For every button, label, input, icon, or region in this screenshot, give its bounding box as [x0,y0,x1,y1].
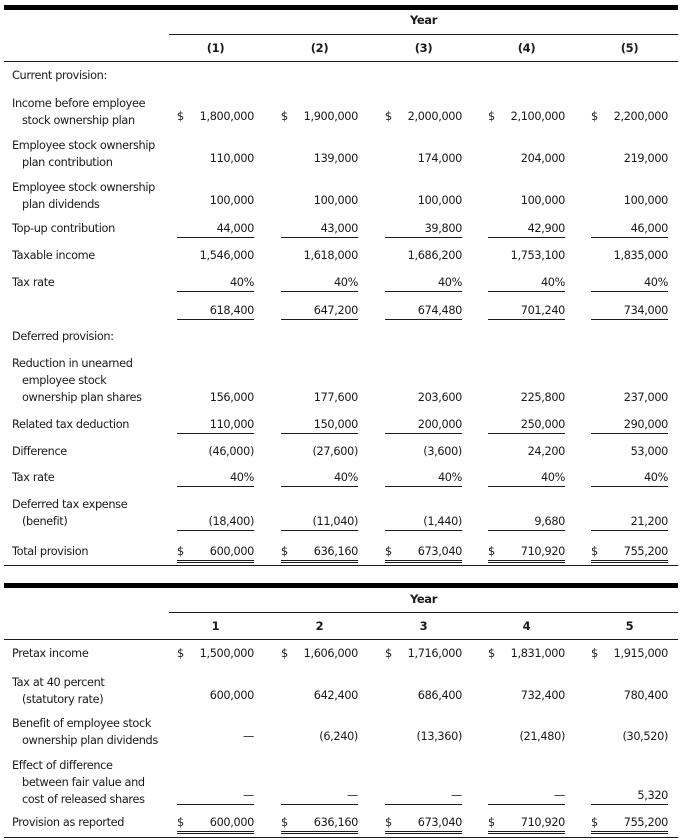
cell-value: (1,440) [423,515,462,528]
currency-symbol: $ [591,816,598,829]
cell-value: 647,200 [313,304,358,317]
value-cell-year-1 [177,302,254,320]
currency-symbol: $ [591,110,598,123]
cell-value: 1,831,000 [510,647,565,660]
year-underline [169,612,678,613]
cell-value: 755,200 [623,816,668,829]
cell-value: 100,000 [313,194,358,207]
currency-symbol: $ [488,110,495,123]
row-label-line: (statutory rate) [22,693,104,706]
cell-value: 21,200 [630,515,668,528]
row-label-line: (benefit) [22,515,68,528]
value-cell-year-3 [385,108,462,125]
cell-value: 110,000 [209,418,254,431]
value-cell-year-4 [488,108,565,125]
cell-value: 203,600 [417,391,462,404]
cell-value: 1,606,000 [303,647,358,660]
value-cell-year-4 [488,787,565,805]
value-cell-year-4 [488,274,565,292]
cell-value: 642,400 [313,689,358,702]
cell-value: 734,000 [623,304,668,317]
row-label-line: Difference [12,445,67,458]
row-label-tax-rate [12,274,54,291]
cell-value: 9,680 [534,515,565,528]
value-cell-year-5 [591,389,668,406]
year-header: Year [409,592,438,606]
cell-value: 1,686,200 [407,249,462,262]
cell-value: 100,000 [209,194,254,207]
currency-symbol: $ [177,110,184,123]
cell-value: 24,200 [527,445,565,458]
value-cell-year-4 [488,513,565,531]
row-label-line: Tax rate [12,276,55,289]
value-cell-year-5 [591,787,668,805]
cell-value: (21,480) [519,730,565,743]
cell-value: 40% [333,276,358,289]
currency-symbol: $ [591,647,598,660]
cell-value: 174,000 [417,152,462,165]
cell-value: 290,000 [623,418,668,431]
value-cell-year-5 [591,645,668,662]
row-label-line: employee stock [22,374,107,387]
header-bottom-rule [4,639,678,640]
row-label-related-tax-deduction [12,416,129,433]
value-cell-year-5 [591,513,668,531]
table-top-rule [4,5,678,10]
column-header-year-5: (5) [620,41,639,55]
cell-value: 43,000 [320,222,358,235]
row-label-benefit-of-employee-stock-ownership-plan-dividends [12,715,158,749]
value-cell-year-5 [591,687,668,704]
value-cell-year-4 [488,389,565,406]
cell-value: 780,400 [623,689,668,702]
cell-value: 40% [643,471,668,484]
value-cell-year-5 [591,416,668,434]
value-cell-year-5 [591,728,668,745]
cell-value: 1,900,000 [303,110,358,123]
value-cell-year-2 [281,469,358,487]
row-label-tax-rate [12,469,54,486]
currency-symbol: $ [385,110,392,123]
value-cell-year-3 [385,443,462,460]
cell-value: 40% [540,471,565,484]
cell-value: 636,160 [313,545,358,558]
row-label-top-up-contribution [12,220,115,237]
cell-value: 1,835,000 [613,249,668,262]
row-label-provision-as-reported [12,814,124,831]
value-cell-year-4 [488,247,565,264]
cell-value: 42,900 [527,222,565,235]
row-label-line: cost of released shares [22,793,145,806]
cell-value: — [243,789,254,802]
column-header-year-2: (2) [310,41,329,55]
year-underline [169,34,678,35]
cell-value: 40% [540,276,565,289]
cell-value: 1,753,100 [510,249,565,262]
cell-value: 100,000 [520,194,565,207]
value-cell-year-3 [385,787,462,805]
cell-value: 2,100,000 [510,110,565,123]
cell-value: 100,000 [623,194,668,207]
section-label-current-provision: Current provision: [12,69,107,82]
cell-value: (3,600) [423,445,462,458]
cell-value: 710,920 [520,816,565,829]
value-cell-year-2 [281,814,358,834]
row-label-pretax-income [12,645,88,662]
row-label-line: Deferred tax expense [12,498,128,511]
cell-value: 5,320 [637,789,668,802]
cell-value: 200,000 [417,418,462,431]
cell-value: 732,400 [520,689,565,702]
value-cell-year-1 [177,728,254,745]
cell-value: 156,000 [209,391,254,404]
cell-value: (11,040) [312,515,358,528]
cell-value: 636,160 [313,816,358,829]
value-cell-year-5 [591,220,668,238]
value-cell-year-2 [281,443,358,460]
cell-value: 1,618,000 [303,249,358,262]
column-header-year-1: 1 [211,619,220,633]
esop-tax-provision-table [4,0,678,570]
cell-value: 755,200 [623,545,668,558]
value-cell-year-3 [385,814,462,834]
value-cell-year-1 [177,687,254,704]
value-cell-year-4 [488,469,565,487]
value-cell-year-3 [385,469,462,487]
value-cell-year-5 [591,192,668,209]
cell-value: 1,500,000 [199,647,254,660]
currency-symbol: $ [177,647,184,660]
row-label-line: plan dividends [22,198,100,211]
value-cell-year-2 [281,687,358,704]
value-cell-year-5 [591,469,668,487]
value-cell-year-3 [385,543,462,563]
cell-value: 1,716,000 [407,647,462,660]
cell-value: 710,920 [520,545,565,558]
currency-symbol: $ [385,647,392,660]
cell-value: (46,000) [208,445,254,458]
cell-value: (30,520) [622,730,668,743]
value-cell-year-4 [488,150,565,167]
cell-value: — [451,789,462,802]
value-cell-year-4 [488,302,565,320]
section-label-deferred-provision: Deferred provision: [12,330,114,343]
value-cell-year-1 [177,645,254,662]
cell-value: 237,000 [623,391,668,404]
cell-value: — [243,730,254,743]
currency-symbol: $ [281,816,288,829]
value-cell-year-3 [385,416,462,434]
value-cell-year-3 [385,150,462,167]
value-cell-year-4 [488,192,565,209]
row-label-line: Effect of difference [12,759,113,772]
column-header-year-2: 2 [315,619,324,633]
cell-value: 40% [437,276,462,289]
row-label-employee-stock-ownership-plan-dividends [12,179,155,213]
cell-value: 1,915,000 [613,647,668,660]
currency-symbol: $ [385,816,392,829]
cell-value: 53,000 [630,445,668,458]
row-label-line: ownership plan shares [22,391,142,404]
cell-value: 204,000 [520,152,565,165]
currency-symbol: $ [591,545,598,558]
year-header: Year [409,13,438,27]
row-label-line: Income before employee [12,97,146,110]
row-label-line: Taxable income [12,249,95,262]
row-label-line: Tax rate [12,471,55,484]
value-cell-year-4 [488,416,565,434]
value-cell-year-2 [281,108,358,125]
value-cell-year-1 [177,274,254,292]
value-cell-year-3 [385,389,462,406]
value-cell-year-1 [177,787,254,805]
column-header-year-4: (4) [517,41,536,55]
cell-value: 40% [643,276,668,289]
cell-value: 219,000 [623,152,668,165]
cell-value: (27,600) [312,445,358,458]
cell-value: 100,000 [417,194,462,207]
cell-value: 39,800 [424,222,462,235]
value-cell-year-1 [177,543,254,563]
value-cell-year-5 [591,302,668,320]
value-cell-year-1 [177,247,254,264]
table-bottom-rule [4,565,678,566]
row-label-employee-stock-ownership-plan-contribution [12,137,155,171]
value-cell-year-2 [281,274,358,292]
value-cell-year-4 [488,543,565,563]
cell-value: — [347,789,358,802]
value-cell-year-1 [177,416,254,434]
cell-value: 600,000 [209,545,254,558]
currency-symbol: $ [488,545,495,558]
row-label-line: Related tax deduction [12,418,130,431]
cell-value: 618,400 [209,304,254,317]
cell-value: 40% [333,471,358,484]
row-label-line: Pretax income [12,647,89,660]
value-cell-year-1 [177,150,254,167]
row-label-deferred-tax-expense-benefit [12,496,127,530]
cell-value: 600,000 [209,689,254,702]
cell-value: 1,546,000 [199,249,254,262]
value-cell-year-1 [177,814,254,834]
value-cell-year-2 [281,728,358,745]
row-label-line: Top-up contribution [12,222,115,235]
value-cell-year-2 [281,247,358,264]
value-cell-year-3 [385,728,462,745]
row-label-line: Tax at 40 percent [12,676,105,689]
row-label-difference [12,443,67,460]
value-cell-year-3 [385,247,462,264]
value-cell-year-3 [385,192,462,209]
currency-symbol: $ [177,545,184,558]
value-cell-year-3 [385,687,462,704]
value-cell-year-5 [591,443,668,460]
currency-symbol: $ [488,647,495,660]
currency-symbol: $ [281,110,288,123]
cell-value: (13,360) [416,730,462,743]
value-cell-year-4 [488,814,565,834]
value-cell-year-3 [385,220,462,238]
cell-value: 40% [229,471,254,484]
value-cell-year-2 [281,513,358,531]
currency-symbol: $ [281,647,288,660]
value-cell-year-2 [281,302,358,320]
currency-symbol: $ [177,816,184,829]
row-label-line: between fair value and [22,776,145,789]
row-label-total-provision [12,543,88,560]
value-cell-year-5 [591,274,668,292]
value-cell-year-3 [385,274,462,292]
value-cell-year-4 [488,687,565,704]
value-cell-year-2 [281,389,358,406]
cell-value: 110,000 [209,152,254,165]
value-cell-year-4 [488,220,565,238]
value-cell-year-1 [177,192,254,209]
value-cell-year-2 [281,192,358,209]
value-cell-year-4 [488,443,565,460]
column-header-year-4: 4 [522,619,531,633]
currency-symbol: $ [385,545,392,558]
value-cell-year-4 [488,645,565,662]
value-cell-year-3 [385,645,462,662]
cell-value: 673,040 [417,816,462,829]
effective-rate-reconciliation-table [4,578,678,840]
table-bottom-rule [4,837,678,838]
value-cell-year-2 [281,150,358,167]
row-label-effect-of-difference-between-fair-value-and-cost-of-released-shares [12,757,145,808]
value-cell-year-1 [177,469,254,487]
value-cell-year-2 [281,416,358,434]
column-header-year-1: (1) [206,41,225,55]
cell-value: 150,000 [313,418,358,431]
cell-value: 46,000 [630,222,668,235]
value-cell-year-4 [488,728,565,745]
cell-value: 40% [229,276,254,289]
cell-value: 674,480 [417,304,462,317]
row-label-line: Reduction in unearned [12,357,133,370]
row-label-line: ownership plan dividends [22,734,158,747]
cell-value: 686,400 [417,689,462,702]
row-label-line: plan contribution [22,156,113,169]
row-label-line: Benefit of employee stock [12,717,152,730]
table-top-rule [4,583,678,588]
value-cell-year-3 [385,513,462,531]
value-cell-year-1 [177,443,254,460]
value-cell-year-2 [281,645,358,662]
value-cell-year-1 [177,108,254,125]
cell-value: 250,000 [520,418,565,431]
value-cell-year-1 [177,513,254,531]
value-cell-year-5 [591,108,668,125]
cell-value: (6,240) [319,730,358,743]
row-label-taxable-income [12,247,95,264]
value-cell-year-5 [591,814,668,834]
value-cell-year-3 [385,302,462,320]
header-bottom-rule [4,61,678,62]
row-label-reduction-in-unearned-employee-stock-ownership-plan-shares [12,355,142,406]
cell-value: — [554,789,565,802]
cell-value: 673,040 [417,545,462,558]
row-label-line: Total provision [12,545,89,558]
cell-value: 44,000 [216,222,254,235]
column-header-year-3: 3 [419,619,428,633]
cell-value: 139,000 [313,152,358,165]
cell-value: (18,400) [208,515,254,528]
currency-symbol: $ [488,816,495,829]
cell-value: 2,200,000 [613,110,668,123]
value-cell-year-2 [281,220,358,238]
column-header-year-3: (3) [414,41,433,55]
value-cell-year-2 [281,543,358,563]
cell-value: 225,800 [520,391,565,404]
row-label-tax-at-40-percent-statutory-rate [12,674,104,708]
value-cell-year-1 [177,220,254,238]
row-label-line: Employee stock ownership [12,139,155,152]
cell-value: 701,240 [520,304,565,317]
cell-value: 600,000 [209,816,254,829]
row-label-income-before-employee-stock-ownership-plan [12,95,145,129]
row-label-line: Provision as reported [12,816,125,829]
cell-value: 40% [437,471,462,484]
row-label-line: stock ownership plan [22,114,135,127]
column-header-year-5: 5 [625,619,634,633]
cell-value: 177,600 [313,391,358,404]
value-cell-year-5 [591,150,668,167]
currency-symbol: $ [281,545,288,558]
value-cell-year-5 [591,247,668,264]
cell-value: 1,800,000 [199,110,254,123]
value-cell-year-5 [591,543,668,563]
value-cell-year-1 [177,389,254,406]
cell-value: 2,000,000 [407,110,462,123]
row-label-line: Employee stock ownership [12,181,155,194]
value-cell-year-2 [281,787,358,805]
